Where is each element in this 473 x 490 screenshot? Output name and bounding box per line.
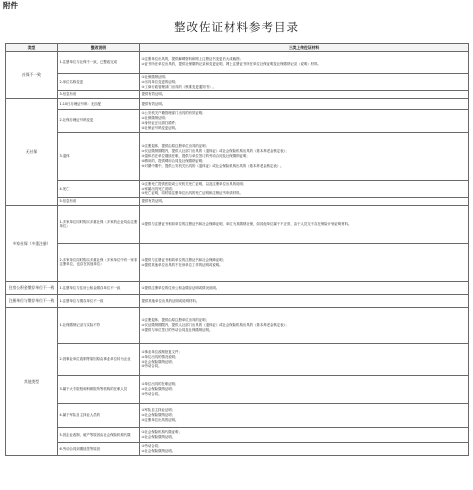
materials-cell [140,281,469,294]
material-item: 提供其他单位出具的证明或说明材料。 [141,298,200,303]
table-row [6,375,469,403]
material-item: ②社会保险缴纳证明。 [141,449,176,453]
material-item: ③社会保险缴纳证明； [141,359,176,364]
material-item: ①提供与注册证书相同单位的注册证书和社会保障证明，单位为其缴纳社保，如其他单位属于不正常，由于人员交不存在保险计划证明材料。 [141,222,352,227]
materials-cell [140,294,469,307]
table-row [6,294,469,307]
materials-cell [140,198,469,206]
material-item: ②家属出具死亡说明； [141,186,176,191]
table-row [6,110,469,132]
material-item: ②社保缴纳证明； [141,116,169,121]
category-cell: 住房公积金缴存单位不一致 [6,281,58,294]
table-row [6,442,469,455]
table-body [6,51,469,455]
issue-cell: 2.因事业单位改制等原因原由事业单位转为企业 [58,343,140,375]
materials-cell [140,91,469,99]
materials-cell [140,99,469,110]
material-item: ①注册退休，提供由原注册单位出具的证明； [141,143,209,148]
materials-cell [140,307,469,343]
column-header: 类型 [6,44,58,52]
table-row [6,343,469,375]
material-item: ①提供与注册证书相同单位的注册证书和社会保障证明； [141,257,226,262]
category-cell: 其他类型 [6,307,58,455]
material-item: 提供有效证明。 [141,92,166,97]
material-item: ①社保缴纳证明； [141,74,169,79]
material-item: ②仅证缴纳期限内，提供人社部门出具的《退休证》或社会保险机构出具的《基本养老金核定表》； [141,323,289,328]
material-item: ①社会保险机构代缴证明； [141,430,182,435]
material-item: ①注册死亡提供医院或公安机关死亡证明，以及注册单位出具的说明； [141,181,247,186]
materials-cell [140,110,469,132]
table-row [6,198,469,206]
issue-cell: 6.劳动合同到期续签等原因 [58,442,140,455]
category-cell: 多家社保（多重注册） [6,205,58,281]
issue-cell: 1.多家单位同时购买多重社保（多家的企业均由注册单位） [58,205,140,243]
table-row [6,99,469,110]
material-item: ②证书所在单位出具的，提供社保缴纳记录和变更证明，网上注册证书所在单位社保证明及社保缴纳记录（说明）材料。 [141,62,321,67]
material-item: ④社保证号码变更证明。 [141,125,179,130]
material-item: ③注册单位出具的证明。 [141,417,179,422]
material-item: ①劳动合同； [141,444,162,449]
materials-cell [140,427,469,442]
material-item: ②仅证缴纳期限内，提供人社部门出具的《退休证》或社会保险机构出具的《基本养老金核定表》； [141,148,289,153]
materials-cell [140,403,469,427]
material-item: ③劳动合同。 [141,391,162,396]
material-item: ①提供注册单位的住房公积金缴存证明或情况说明。 [141,285,220,290]
issue-cell: 4.属于军队自主择业人员的 [58,403,140,427]
material-item: ①注册退休，提供由原注册单位出具的证明； [141,318,209,323]
material-item: ④聘用的，提供聘用合同及社保缴纳证明； [141,158,206,163]
issue-cell: 1.注册单位与住房公积金缴存单位不一致 [58,281,140,294]
material-item: 提供有效证明。 [141,101,166,106]
material-item: ①单位出具的在职证明； [141,382,179,387]
reference-table [5,43,469,456]
table-row [6,91,469,99]
table-row [6,243,469,281]
materials-cell [140,132,469,180]
table-row [6,403,469,427]
material-item: ②社会保险缴纳证明。 [141,435,176,439]
category-cell: 无社保 [6,99,58,206]
materials-cell [140,375,469,403]
materials-cell [140,205,469,243]
issue-cell: 3.退休 [58,132,140,180]
material-item: ①事业单位改制批复文件； [141,349,182,354]
column-header: 三类上传佐证材料 [140,44,469,52]
document-title: 整改佐证材料参考目录 [174,20,299,34]
category-cell: 社保不一致 [6,51,58,98]
issue-cell: 3.属于大专院校和科研院所等机构的在职人员 [58,375,140,403]
material-item: ④劳动合同。 [141,364,162,369]
issue-cell: 5.因企业改制、破产等原因由社会保险机构代缴 [58,427,140,442]
material-item: ①注册单位出具的，提供解聘资料和网上注册证书变更后大成截图； [141,57,243,62]
materials-cell [140,51,469,73]
issue-cell: 2.单位名称变更 [58,73,140,91]
issue-cell: 1.注册单位与缴存单位不一致 [58,294,140,307]
material-item: ②提供其他单位出具的不在该单位工作的证明或说明。 [141,262,223,267]
issue-cell: 3.信息有误 [58,91,140,99]
materials-cell [140,442,469,455]
column-header: 整改说明 [58,44,140,52]
material-item: ③退休后在单位继续任职，提供与单位签订的劳动合同及社保缴纳证明； [141,153,250,158]
material-item: ②社会保险缴纳证明； [141,387,176,392]
material-item: ②社会保险缴纳证明； [141,413,176,418]
table-row [6,281,469,294]
table-header-row [6,44,469,52]
issue-cell: 2.多家单位同时购买多重社保（多家单位中有一家非注册单位，也存在其他单位） [58,243,140,281]
table-row [6,307,469,343]
material-item: ③身份证正反面扫描件； [141,120,179,125]
material-item: ⑤对期中期中，提供公安机关出具的《退休证》或社会保险机构出具的《基本养老金核定表》。 [141,163,284,168]
issue-cell: 4.死亡 [58,180,140,198]
table-row [6,132,469,180]
table-row [6,73,469,91]
materials-cell [140,343,469,375]
table-row [6,51,469,73]
material-item: ①公安机关户籍管理部门出具的有效证明； [141,111,206,116]
material-item: ③工商行政管理部门出具的《核准变更通知书》。 [141,84,216,89]
table-row [6,205,469,243]
material-item: 提供有效证明。 [141,199,166,204]
materials-cell [140,180,469,198]
material-item: ③死亡证明，同时原注册单位出具的死亡证明和注销证书申请材料。 [141,191,243,196]
issue-cell: 1.注册单位与社保不一致，已整改完成 [58,51,140,73]
material-item: ③提供与单位签订的劳动合同及社保缴纳证明。 [141,327,213,332]
category-cell: 注册单位与缴存单位不一致 [6,294,58,307]
issue-cell: 1.社保缴纳记录与实际不符 [58,307,140,343]
table-row [6,180,469,198]
material-item: ②单位出具的情况说明； [141,354,179,359]
materials-cell [140,73,469,91]
issue-cell: 2.社保办理证号码变更 [58,110,140,132]
materials-cell [140,243,469,281]
annex-label: 附件 [3,1,18,10]
material-item: ②出具单位变更的证明； [141,79,179,84]
issue-cell: 5.信息有误 [58,198,140,206]
material-item: ①军队自主择业证明； [141,408,176,413]
table-row [6,427,469,442]
issue-cell: 1.10日办理证号码：无匹配 [58,99,140,110]
